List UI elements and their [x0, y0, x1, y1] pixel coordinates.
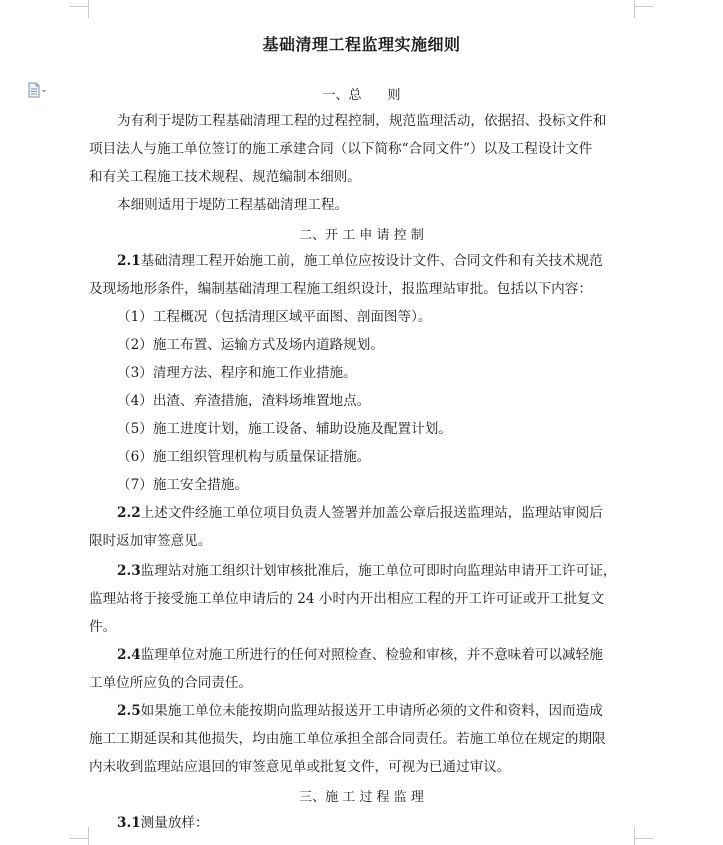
clause-text: 监理单位对施工所进行的任何对照检查、检验和审核，并不意味着可以减轻施 [140, 647, 603, 663]
list-item: （4）出渣、弃渣措施，渣料场堆置地点。 [117, 393, 371, 409]
list-item: （7）施工安全措施。 [117, 477, 248, 493]
list-item: （3）清理方法、程序和施工作业措施。 [117, 365, 357, 381]
section-heading-general: 一、总 则 [322, 88, 401, 103]
paragraph-line: 件。 [89, 619, 117, 635]
clause-number: 2.2 [117, 505, 141, 521]
clause-text: 基础清理工程开始施工前，施工单位应按设计文件、合同文件和有关技术规范 [140, 253, 603, 269]
clause-number: 2.5 [117, 703, 141, 719]
clause-number: 2.3 [117, 563, 141, 579]
paragraph-line: 施工工期延误和其他损失，均由施工单位承担全部合同责任。若施工单位在规定的期限 [89, 731, 606, 747]
paragraph-line: 监理站将于接受施工单位申请后的 24 小时内开出相应工程的开工许可证或开工批复文 [89, 591, 605, 607]
clause-2-4-line [117, 646, 603, 664]
crop-mark [70, 838, 88, 839]
paragraph-line: 本细则适用于堤防工程基础清理工程。 [117, 197, 349, 213]
clause-number: 3.1 [117, 815, 141, 831]
crop-mark [635, 838, 653, 839]
clause-text: 监理站对施工组织计划审核批准后，施工单位可即时向监理站申请开工许可证， [140, 563, 617, 579]
clause-2-1-line [117, 252, 603, 270]
crop-mark [634, 0, 635, 18]
clause-text: 上述文件经施工单位项目负责人签署并加盖公章后报送监理站，监理站审阅后 [140, 505, 603, 521]
clause-number: 2.4 [117, 647, 141, 663]
list-item: （6）施工组织管理机构与质量保证措施。 [117, 449, 371, 465]
crop-mark [88, 0, 89, 18]
paragraph-line: 为有利于堤防工程基础清理工程的过程控制，规范监理活动，依据招、投标文件和 [117, 113, 607, 129]
paragraph-line: 内未收到监理站应退回的审签意见单或批复文件，可视为已通过审议。 [89, 759, 511, 775]
section-heading-start-application: 二、开 工 申 请 控 制 [299, 228, 424, 243]
crop-mark [635, 6, 653, 7]
clause-3-1-line [117, 814, 209, 832]
clause-text: 测量放样： [140, 815, 209, 831]
clause-number: 2.1 [117, 253, 141, 269]
section-heading-construction-process: 三、施 工 过 程 监 理 [299, 790, 424, 805]
crop-mark [88, 827, 89, 845]
crop-mark [70, 6, 88, 7]
clause-2-5-line [117, 702, 603, 720]
clause-text: 如果施工单位未能按期向监理站报送开工申请所必须的文件和资料，因而造成 [140, 703, 603, 719]
paragraph-line: 工单位所应负的合同责任。 [89, 675, 253, 691]
clause-2-3-line [117, 562, 616, 580]
paragraph-line: 项目法人与施工单位签订的施工承建合同（以下简称“合同文件”）以及工程设计文件 [89, 141, 593, 157]
paragraph-line: 和有关工程施工技术规程、规范编制本细则。 [89, 169, 361, 185]
list-item: （1）工程概况（包括清理区域平面图、剖面图等）。 [117, 309, 432, 325]
paragraph-line: 及现场地形条件，编制基础清理工程施工组织设计，报监理站审批。包括以下内容： [89, 281, 592, 297]
clause-2-2-line [117, 504, 603, 522]
paragraph-line: 限时返加审签意见。 [89, 533, 212, 549]
list-item: （2）施工布置、运输方式及场内道路规划。 [117, 337, 384, 353]
crop-mark [634, 827, 635, 845]
document-title: 基础清理工程监理实施细则 [262, 35, 461, 54]
list-item: （5）施工进度计划，施工设备、辅助设施及配置计划。 [117, 421, 452, 437]
